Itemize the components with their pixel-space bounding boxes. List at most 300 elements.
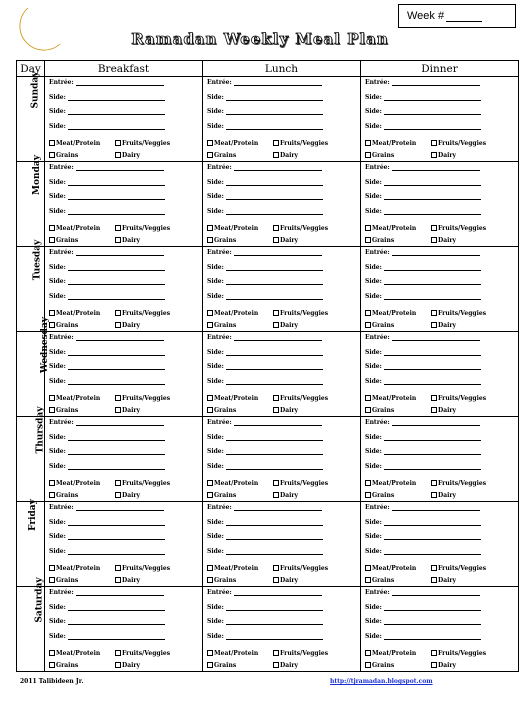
side-label: Side: <box>365 518 382 526</box>
dairy-checkbox[interactable] <box>431 152 456 159</box>
checkbox-icon <box>273 322 279 328</box>
fruits-veggies-checkbox[interactable] <box>115 650 170 657</box>
meal-cell-lunch <box>203 502 361 587</box>
side-blank[interactable] <box>68 604 165 611</box>
dairy-checkbox[interactable] <box>273 237 298 244</box>
grains-checkbox[interactable] <box>49 407 115 414</box>
day-row-monday <box>17 162 519 247</box>
entree-blank[interactable] <box>234 249 322 256</box>
side-blank[interactable] <box>384 548 481 555</box>
checkbox-icon <box>115 577 121 583</box>
side-label: Side: <box>207 533 224 540</box>
entree-blank[interactable] <box>392 334 480 341</box>
fruits-veggies-checkbox[interactable] <box>431 565 486 572</box>
dairy-label: Dairy <box>280 661 299 669</box>
side-label: Side: <box>207 618 224 625</box>
meat-protein-label: Meat/Protein <box>372 649 417 657</box>
checkbox-icon <box>365 565 371 571</box>
meat-protein-checkbox[interactable] <box>207 565 273 572</box>
blog-link[interactable]: http://tjramadan.blogspot.com <box>330 678 433 685</box>
meal-cell-lunch <box>203 162 361 247</box>
side-label: Side: <box>365 462 382 470</box>
meat-protein-label: Meat/Protein <box>56 649 101 657</box>
meat-protein-label: Meat/Protein <box>56 564 101 572</box>
entree-blank[interactable] <box>234 419 322 426</box>
dairy-checkbox[interactable] <box>431 237 456 244</box>
checkbox-icon <box>431 152 437 158</box>
meat-protein-checkbox[interactable] <box>49 395 115 402</box>
side-blank[interactable] <box>226 378 323 385</box>
meat-protein-label: Meat/Protein <box>214 394 259 402</box>
fruits-veggies-checkbox[interactable] <box>115 565 170 572</box>
side-blank[interactable] <box>226 363 323 370</box>
grains-checkbox[interactable] <box>365 492 431 499</box>
side-blank[interactable] <box>68 123 165 130</box>
side-blank[interactable] <box>384 604 481 611</box>
grains-checkbox[interactable] <box>365 322 431 329</box>
side-blank[interactable] <box>68 378 165 385</box>
entree-blank[interactable] <box>234 504 322 511</box>
grains-checkbox[interactable] <box>207 492 273 499</box>
side-blank[interactable] <box>68 278 165 285</box>
side-blank[interactable] <box>384 448 481 455</box>
side-blank[interactable] <box>68 448 165 455</box>
side-blank[interactable] <box>68 349 165 356</box>
grains-label: Grains <box>214 151 237 159</box>
side-blank[interactable] <box>226 618 323 625</box>
grains-checkbox[interactable] <box>49 237 115 244</box>
side-label: Side: <box>365 603 382 611</box>
dairy-label: Dairy <box>438 576 457 584</box>
side-label: Side: <box>365 618 382 625</box>
side-blank[interactable] <box>226 349 323 356</box>
side-blank[interactable] <box>226 434 323 441</box>
side-label: Side: <box>49 632 66 640</box>
grains-checkbox[interactable] <box>49 662 115 669</box>
meat-protein-checkbox[interactable] <box>49 565 115 572</box>
entree-blank[interactable] <box>392 249 480 256</box>
side-label: Side: <box>207 348 224 356</box>
side-blank[interactable] <box>226 533 323 540</box>
grains-checkbox[interactable] <box>49 322 115 329</box>
meal-cell-breakfast <box>45 502 203 587</box>
grains-checkbox[interactable] <box>49 577 115 584</box>
meat-protein-label: Meat/Protein <box>372 479 417 487</box>
checkbox-icon <box>49 310 55 316</box>
meal-cell-lunch <box>203 587 361 672</box>
entree-label: Entrée: <box>365 249 390 256</box>
dairy-checkbox[interactable] <box>115 492 140 499</box>
grains-label: Grains <box>56 236 79 244</box>
side-blank[interactable] <box>68 94 165 101</box>
meat-protein-label: Meat/Protein <box>56 139 101 147</box>
side-label: Side: <box>365 178 382 186</box>
side-blank[interactable] <box>384 264 481 271</box>
grains-label: Grains <box>56 321 79 329</box>
day-label: Monday <box>31 155 42 195</box>
grains-label: Grains <box>372 661 395 669</box>
grains-checkbox[interactable] <box>365 577 431 584</box>
meat-protein-checkbox[interactable] <box>365 395 431 402</box>
entree-blank[interactable] <box>76 419 164 426</box>
side-label: Side: <box>207 377 224 385</box>
entree-blank[interactable] <box>234 79 322 86</box>
grains-checkbox[interactable] <box>207 152 273 159</box>
dairy-checkbox[interactable] <box>431 577 456 584</box>
dairy-checkbox[interactable] <box>273 407 298 414</box>
side-blank[interactable] <box>226 179 323 186</box>
side-label: Side: <box>49 207 66 215</box>
dairy-label: Dairy <box>122 661 141 669</box>
side-label: Side: <box>207 207 224 215</box>
side-blank[interactable] <box>68 533 165 540</box>
grains-checkbox[interactable] <box>49 152 115 159</box>
side-blank[interactable] <box>226 448 323 455</box>
grains-label: Grains <box>372 321 395 329</box>
meal-cell-lunch <box>203 247 361 332</box>
grains-checkbox[interactable] <box>207 662 273 669</box>
fruits-veggies-checkbox[interactable] <box>431 225 486 232</box>
meat-protein-label: Meat/Protein <box>214 224 259 232</box>
entree-blank[interactable] <box>392 164 480 171</box>
checkbox-icon <box>115 565 121 571</box>
entree-blank[interactable] <box>76 334 164 341</box>
dairy-checkbox[interactable] <box>431 322 456 329</box>
checkbox-icon <box>431 650 437 656</box>
side-label: Side: <box>49 122 66 130</box>
grains-label: Grains <box>372 576 395 584</box>
side-label: Side: <box>49 603 66 611</box>
meat-protein-checkbox[interactable] <box>207 140 273 147</box>
day-row-tuesday <box>17 247 519 332</box>
meal-cell-lunch <box>203 77 361 162</box>
side-label: Side: <box>207 518 224 526</box>
side-blank[interactable] <box>384 108 481 115</box>
day-row-saturday <box>17 587 519 672</box>
side-blank[interactable] <box>68 108 165 115</box>
checkbox-icon <box>431 237 437 243</box>
side-blank[interactable] <box>226 208 323 215</box>
entree-label: Entrée: <box>207 504 232 511</box>
side-label: Side: <box>49 292 66 300</box>
entree-label: Entrée: <box>365 419 390 426</box>
dairy-checkbox[interactable] <box>273 322 298 329</box>
fruits-veggies-checkbox[interactable] <box>273 650 328 657</box>
meat-protein-checkbox[interactable] <box>207 310 273 317</box>
side-blank[interactable] <box>68 179 165 186</box>
grains-checkbox[interactable] <box>207 322 273 329</box>
fruits-veggies-checkbox[interactable] <box>273 395 328 402</box>
grains-checkbox[interactable] <box>207 407 273 414</box>
side-blank[interactable] <box>68 193 165 200</box>
entree-label: Entrée: <box>49 419 74 426</box>
entree-blank[interactable] <box>76 589 164 596</box>
side-blank[interactable] <box>226 463 323 470</box>
side-blank[interactable] <box>384 193 481 200</box>
dairy-label: Dairy <box>438 406 457 414</box>
fruits-veggies-checkbox[interactable] <box>115 310 170 317</box>
checkbox-icon <box>49 492 55 498</box>
grains-label: Grains <box>372 151 395 159</box>
checkbox-icon <box>431 565 437 571</box>
side-label: Side: <box>207 178 224 186</box>
checkbox-icon <box>273 225 279 231</box>
checkbox-icon <box>49 662 55 668</box>
checkbox-icon <box>273 310 279 316</box>
side-blank[interactable] <box>226 108 323 115</box>
checkbox-icon <box>207 577 213 583</box>
side-blank[interactable] <box>68 208 165 215</box>
checkbox-icon <box>49 565 55 571</box>
meal-cell-dinner <box>361 502 519 587</box>
checkbox-icon <box>273 152 279 158</box>
fruits-veggies-checkbox[interactable] <box>273 480 328 487</box>
checkbox-icon <box>207 650 213 656</box>
side-blank[interactable] <box>384 378 481 385</box>
entree-blank[interactable] <box>76 164 164 171</box>
checkbox-icon <box>207 565 213 571</box>
fruits-veggies-checkbox[interactable] <box>273 310 328 317</box>
meat-protein-checkbox[interactable] <box>49 140 115 147</box>
day-label: Friday <box>27 499 38 531</box>
grains-label: Grains <box>56 491 79 499</box>
meat-protein-checkbox[interactable] <box>365 565 431 572</box>
dairy-label: Dairy <box>280 406 299 414</box>
side-blank[interactable] <box>68 548 165 555</box>
side-blank[interactable] <box>384 463 481 470</box>
side-blank[interactable] <box>384 179 481 186</box>
grains-checkbox[interactable] <box>207 237 273 244</box>
dairy-checkbox[interactable] <box>431 407 456 414</box>
side-label: Side: <box>207 632 224 640</box>
dairy-checkbox[interactable] <box>273 492 298 499</box>
side-blank[interactable] <box>384 618 481 625</box>
fruits-veggies-label: Fruits/Veggies <box>280 564 329 572</box>
checkbox-icon <box>273 492 279 498</box>
grains-label: Grains <box>214 661 237 669</box>
side-label: Side: <box>365 263 382 271</box>
side-label: Side: <box>207 193 224 200</box>
dairy-checkbox[interactable] <box>273 152 298 159</box>
dairy-checkbox[interactable] <box>115 322 140 329</box>
fruits-veggies-label: Fruits/Veggies <box>280 394 329 402</box>
entree-label: Entrée: <box>49 334 74 341</box>
side-label: Side: <box>365 632 382 640</box>
meat-protein-checkbox[interactable] <box>207 395 273 402</box>
meat-protein-checkbox[interactable] <box>365 140 431 147</box>
fruits-veggies-label: Fruits/Veggies <box>122 564 171 572</box>
checkbox-icon <box>49 140 55 146</box>
side-blank[interactable] <box>384 208 481 215</box>
fruits-veggies-label: Fruits/Veggies <box>280 224 329 232</box>
side-blank[interactable] <box>226 123 323 130</box>
side-blank[interactable] <box>68 633 165 640</box>
side-blank[interactable] <box>226 519 323 526</box>
side-blank[interactable] <box>68 519 165 526</box>
side-blank[interactable] <box>384 349 481 356</box>
side-blank[interactable] <box>226 264 323 271</box>
grains-checkbox[interactable] <box>365 237 431 244</box>
meat-protein-label: Meat/Protein <box>372 564 417 572</box>
entree-blank[interactable] <box>392 79 480 86</box>
header-lunch: Lunch <box>203 61 361 77</box>
dairy-checkbox[interactable] <box>115 407 140 414</box>
entree-label: Entrée: <box>49 589 74 596</box>
fruits-veggies-checkbox[interactable] <box>431 310 486 317</box>
day-cell <box>17 71 45 162</box>
checkbox-icon <box>115 152 121 158</box>
fruits-veggies-label: Fruits/Veggies <box>122 479 171 487</box>
side-blank[interactable] <box>226 278 323 285</box>
grains-checkbox[interactable] <box>365 152 431 159</box>
fruits-veggies-label: Fruits/Veggies <box>280 139 329 147</box>
fruits-veggies-checkbox[interactable] <box>115 480 170 487</box>
side-blank[interactable] <box>226 193 323 200</box>
dairy-label: Dairy <box>122 406 141 414</box>
dairy-checkbox[interactable] <box>273 577 298 584</box>
meat-protein-checkbox[interactable] <box>365 310 431 317</box>
side-label: Side: <box>49 263 66 271</box>
side-blank[interactable] <box>384 278 481 285</box>
side-label: Side: <box>207 547 224 555</box>
side-blank[interactable] <box>384 434 481 441</box>
grains-label: Grains <box>56 661 79 669</box>
meal-cell-dinner <box>361 587 519 672</box>
day-cell <box>17 406 46 502</box>
meat-protein-checkbox[interactable] <box>49 310 115 317</box>
fruits-veggies-label: Fruits/Veggies <box>438 649 487 657</box>
side-blank[interactable] <box>68 434 165 441</box>
entree-blank[interactable] <box>234 164 322 171</box>
side-blank[interactable] <box>384 293 481 300</box>
entree-blank[interactable] <box>392 419 480 426</box>
grains-label: Grains <box>214 236 237 244</box>
checkbox-icon <box>49 395 55 401</box>
side-label: Side: <box>365 108 382 115</box>
entree-blank[interactable] <box>76 79 164 86</box>
fruits-veggies-checkbox[interactable] <box>273 565 328 572</box>
side-label: Side: <box>49 518 66 526</box>
side-blank[interactable] <box>384 94 481 101</box>
fruits-veggies-checkbox[interactable] <box>431 395 486 402</box>
side-blank[interactable] <box>226 293 323 300</box>
grains-label: Grains <box>372 406 395 414</box>
entree-blank[interactable] <box>392 589 480 596</box>
entree-label: Entrée: <box>207 249 232 256</box>
grains-label: Grains <box>214 491 237 499</box>
grains-checkbox[interactable] <box>207 577 273 584</box>
side-blank[interactable] <box>68 293 165 300</box>
entree-label: Entrée: <box>49 504 74 511</box>
side-label: Side: <box>49 363 66 370</box>
side-blank[interactable] <box>226 94 323 101</box>
meat-protein-checkbox[interactable] <box>365 225 431 232</box>
checkbox-icon <box>115 650 121 656</box>
fruits-veggies-checkbox[interactable] <box>431 650 486 657</box>
entree-label: Entrée: <box>49 249 74 256</box>
fruits-veggies-checkbox[interactable] <box>115 140 170 147</box>
dairy-checkbox[interactable] <box>431 662 456 669</box>
fruits-veggies-checkbox[interactable] <box>115 225 170 232</box>
checkbox-icon <box>207 662 213 668</box>
entree-blank[interactable] <box>392 504 480 511</box>
meat-protein-checkbox[interactable] <box>365 650 431 657</box>
side-label: Side: <box>49 108 66 115</box>
fruits-veggies-checkbox[interactable] <box>115 395 170 402</box>
week-number-box[interactable] <box>398 4 516 28</box>
side-blank[interactable] <box>384 519 481 526</box>
side-blank[interactable] <box>384 123 481 130</box>
dairy-checkbox[interactable] <box>115 152 140 159</box>
side-blank[interactable] <box>226 548 323 555</box>
meat-protein-checkbox[interactable] <box>207 650 273 657</box>
side-blank[interactable] <box>384 363 481 370</box>
side-blank[interactable] <box>68 463 165 470</box>
meat-protein-checkbox[interactable] <box>207 225 273 232</box>
fruits-veggies-label: Fruits/Veggies <box>438 479 487 487</box>
day-row-friday <box>17 502 519 587</box>
entree-blank[interactable] <box>234 589 322 596</box>
meat-protein-checkbox[interactable] <box>365 480 431 487</box>
fruits-veggies-checkbox[interactable] <box>431 140 486 147</box>
side-label: Side: <box>207 292 224 300</box>
grains-label: Grains <box>372 236 395 244</box>
fruits-veggies-label: Fruits/Veggies <box>122 649 171 657</box>
header-row <box>17 61 519 77</box>
side-blank[interactable] <box>384 633 481 640</box>
side-blank[interactable] <box>68 264 165 271</box>
dairy-checkbox[interactable] <box>115 577 140 584</box>
day-row-thursday <box>17 417 519 502</box>
meat-protein-checkbox[interactable] <box>207 480 273 487</box>
entree-blank[interactable] <box>234 334 322 341</box>
checkbox-icon <box>49 152 55 158</box>
meat-protein-checkbox[interactable] <box>49 225 115 232</box>
dairy-label: Dairy <box>122 236 141 244</box>
dairy-checkbox[interactable] <box>273 662 298 669</box>
entree-label: Entrée: <box>365 589 390 596</box>
meat-protein-checkbox[interactable] <box>49 650 115 657</box>
entree-label: Entrée: <box>365 79 390 86</box>
week-number-blank[interactable] <box>446 11 482 22</box>
grains-checkbox[interactable] <box>365 407 431 414</box>
dairy-checkbox[interactable] <box>115 662 140 669</box>
dairy-checkbox[interactable] <box>431 492 456 499</box>
side-blank[interactable] <box>68 618 165 625</box>
checkbox-icon <box>49 577 55 583</box>
fruits-veggies-checkbox[interactable] <box>431 480 486 487</box>
fruits-veggies-checkbox[interactable] <box>273 225 328 232</box>
side-blank[interactable] <box>226 604 323 611</box>
grains-checkbox[interactable] <box>49 492 115 499</box>
checkbox-icon <box>365 577 371 583</box>
checkbox-icon <box>207 237 213 243</box>
grains-checkbox[interactable] <box>365 662 431 669</box>
dairy-checkbox[interactable] <box>115 237 140 244</box>
checkbox-icon <box>207 225 213 231</box>
entree-blank[interactable] <box>76 504 164 511</box>
meal-cell-breakfast <box>45 417 203 502</box>
meat-protein-checkbox[interactable] <box>49 480 115 487</box>
side-blank[interactable] <box>68 363 165 370</box>
day-row-wednesday <box>17 332 519 417</box>
entree-blank[interactable] <box>76 249 164 256</box>
side-label: Side: <box>49 193 66 200</box>
side-label: Side: <box>365 193 382 200</box>
fruits-veggies-checkbox[interactable] <box>273 140 328 147</box>
side-blank[interactable] <box>384 533 481 540</box>
side-blank[interactable] <box>226 633 323 640</box>
